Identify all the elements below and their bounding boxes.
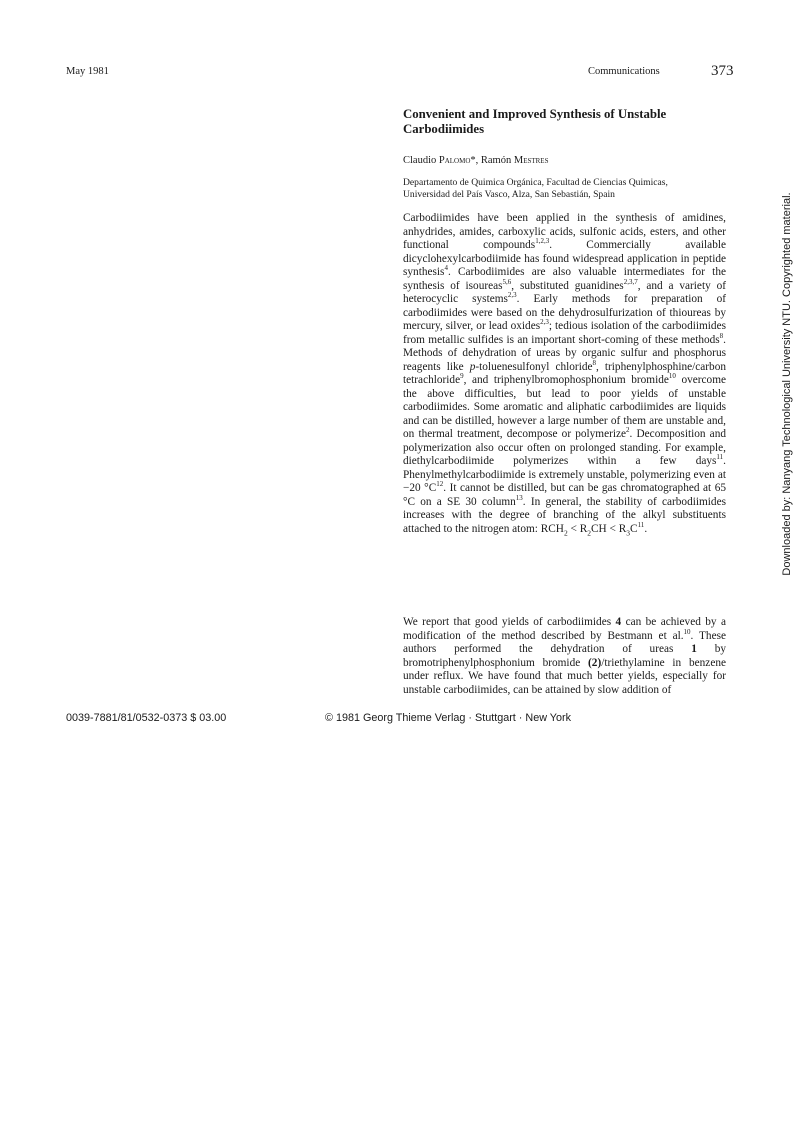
text-run: -toluenesulfonyl chloride <box>475 360 593 373</box>
affiliation-line: Universidad del País Vasco, Alza, San Sebastián, Spain <box>403 189 615 201</box>
text-run: We report that good yields of carbodiimides <box>403 616 616 628</box>
text-run: . It cannot be distilled, but can be gas chromatographed at 65 °C on a SE 30 column <box>403 482 727 508</box>
text-run: < R <box>567 522 588 535</box>
download-watermark: Downloaded by: Nanyang Technological University NTU. Copyrighted material. <box>781 192 793 576</box>
text-run: , triphenylphosphine/carbon tetrachloride <box>403 360 726 386</box>
text-run: , and triphenylbromophosphonium bromide <box>463 374 669 386</box>
reference-mark: 4 <box>444 264 448 273</box>
text-run: overcome the above difficulties, but lead to poor yields of unstable carbodiimides. Some aromatic and aliphatic carbodiimides are liquids and can be distilled, however a large number of them are unstable and, on thermal treatment, decompose or polymerize <box>403 374 726 440</box>
issn-price-code: 0039-7881/81/0532-0373 $ 03.00 <box>66 712 227 724</box>
reference-mark: 10 <box>668 372 676 381</box>
reference-mark: 9 <box>460 372 464 381</box>
text-run: Carbodiimides have been applied in the synthesis of amidines, anhydrides, amides, carboxylic acids, sulfonic acids, esters, and other functional compounds <box>403 212 726 251</box>
text-run: CH < R <box>591 522 627 535</box>
text-run: . Early methods for preparation of carbodiimides were based on the dehydrosulfurization of thioureas by mercury, silver, or lead oxides <box>403 293 726 332</box>
body-paragraph-intro <box>403 212 726 536</box>
reference-mark: 1,2,3 <box>535 237 550 246</box>
affiliation-line: Departamento de Quimica Orgánica, Facultad de Ciencias Quimicas, <box>403 177 668 188</box>
text-run: ; tedious isolation of the carbodiimides from metallic sulfides is an important short-coming of these methods <box>403 320 726 346</box>
compound-number: (2) <box>588 656 602 669</box>
text-run: can be achieved by a modification of the method described by Bestmann et al. <box>403 616 726 642</box>
text-run: . Carbodiimides are also valuable intermediates for the synthesis of isoureas <box>403 266 726 292</box>
corresponding-mark: *, <box>470 155 481 166</box>
compound-number: 1 <box>691 643 697 655</box>
text-run: . Decomposition and polymerization also occur often on prolonged standing. For example, diethylcarbodiimide polymerizes within a few days <box>403 428 726 467</box>
text-run: . These authors performed the dehydration of ureas <box>403 629 726 655</box>
text-run: , and a variety of heterocyclic systems <box>403 279 726 305</box>
reference-mark: 10 <box>683 627 691 636</box>
text-run: . Commercially available dicyclohexylcarbodiimide has found widespread application in peptide synthesis <box>403 239 726 278</box>
text-run: C <box>630 522 638 535</box>
page-number: 373 <box>711 63 734 79</box>
author-last-name: Mestres <box>513 155 549 166</box>
compound-number: 4 <box>615 616 622 628</box>
reference-mark: 11 <box>637 520 645 529</box>
subscript: 2 <box>587 527 592 537</box>
reference-mark: 2,3,7 <box>623 277 638 286</box>
subscript: 2 <box>563 527 568 537</box>
text-run: by bromotriphenylphosphonium bromide <box>403 643 726 669</box>
reference-mark: 11 <box>716 453 724 462</box>
reference-mark: 2,3 <box>540 318 549 327</box>
reference-mark: 8 <box>592 358 596 367</box>
header-section: Communications <box>588 66 660 77</box>
reference-mark: 5,6 <box>502 277 512 286</box>
text-run: , substituted guanidines <box>511 279 624 292</box>
reference-mark: 13 <box>515 493 523 502</box>
italic-prefix: p <box>469 360 476 373</box>
text-run: . Phenylmethylcarbodiimide is extremely unstable, polymerizing even at −20 °C <box>403 455 726 494</box>
author-first-name: Claudio <box>403 155 439 166</box>
text-run: . Methods of dehydration of ureas by organic sulfur and phosphorus reagents like <box>403 333 726 373</box>
reference-mark: 2 <box>626 426 630 435</box>
text-run: . In general, the stability of carbodiimides increases with the degree of branching of the alkyl substituents attached to the nitrogen atom: RCH <box>403 495 726 535</box>
article-title: Convenient and Improved Synthesis of Unstable Carbodiimides <box>403 107 667 136</box>
header-date: May 1981 <box>66 66 109 77</box>
text-run: . <box>644 522 648 535</box>
reference-mark: 12 <box>436 480 444 489</box>
text-run: /triethylamine in benzene under reflux. We have found that much better yields, especially for unstable carbodiimides, can be attained by slow addition of <box>403 656 726 696</box>
author-last-name: Palomo <box>438 155 471 166</box>
author-first-name: Ramón <box>480 155 514 166</box>
reference-mark: 8 <box>719 331 724 340</box>
subscript: 3 <box>626 527 631 537</box>
body-paragraph-method <box>403 616 726 697</box>
copyright-line: © 1981 Georg Thieme Verlag · Stuttgart · New York <box>325 712 572 724</box>
affiliation <box>403 177 748 201</box>
author-line <box>403 155 548 166</box>
reference-mark: 2,3 <box>507 291 517 300</box>
